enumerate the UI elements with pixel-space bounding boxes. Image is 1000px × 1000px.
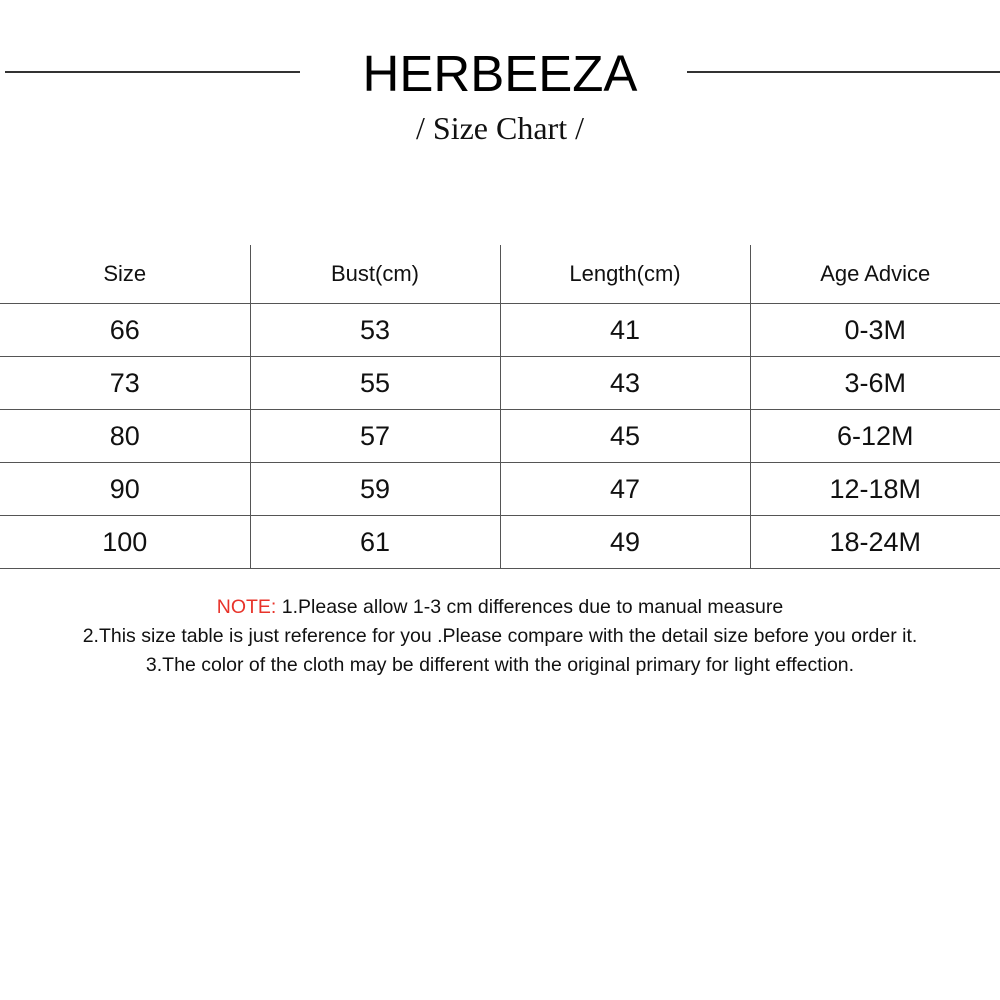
- note-line-3: 3.The color of the cloth may be different with the original primary for light effection.: [145, 654, 855, 676]
- note-line-2: 2.This size table is just reference for you .Please compare with the detail size before you order it.: [82, 625, 918, 647]
- cell-size: 66: [0, 304, 250, 357]
- notes-block: [0, 593, 1000, 680]
- table-row: [0, 304, 1000, 357]
- table-row: [0, 410, 1000, 463]
- table-row: [0, 516, 1000, 569]
- cell-age-advice: 3-6M: [750, 357, 1000, 410]
- cell-bust: 59: [250, 463, 500, 516]
- cell-age-advice: 6-12M: [750, 410, 1000, 463]
- cell-size: 73: [0, 357, 250, 410]
- table-row: [0, 357, 1000, 410]
- note-label: NOTE:: [216, 596, 277, 618]
- cell-length: 49: [500, 516, 750, 569]
- cell-size: 100: [0, 516, 250, 569]
- size-table: [0, 245, 1000, 569]
- cell-length: 43: [500, 357, 750, 410]
- cell-bust: 53: [250, 304, 500, 357]
- cell-size: 80: [0, 410, 250, 463]
- cell-length: 45: [500, 410, 750, 463]
- column-header-size: Size: [103, 261, 147, 286]
- cell-age-advice: 18-24M: [750, 516, 1000, 569]
- size-chart-subtitle: / Size Chart /: [416, 110, 584, 146]
- brand-title: HERBEEZA: [362, 45, 638, 102]
- table-header-row: [0, 245, 1000, 304]
- cell-age-advice: 12-18M: [750, 463, 1000, 516]
- cell-length: 47: [500, 463, 750, 516]
- cell-age-advice: 0-3M: [750, 304, 1000, 357]
- cell-bust: 57: [250, 410, 500, 463]
- column-header-age-advice: Age Advice: [750, 245, 1000, 304]
- cell-size: 90: [0, 463, 250, 516]
- cell-bust: 55: [250, 357, 500, 410]
- column-header-length: Length(cm): [500, 245, 750, 304]
- column-header-bust: Bust(cm): [250, 245, 500, 304]
- note-line-1: [0, 593, 1000, 622]
- cell-length: 41: [500, 304, 750, 357]
- cell-bust: 61: [250, 516, 500, 569]
- note-text-1: 1.Please allow 1-3 cm differences due to manual measure: [276, 596, 784, 618]
- table-row: [0, 463, 1000, 516]
